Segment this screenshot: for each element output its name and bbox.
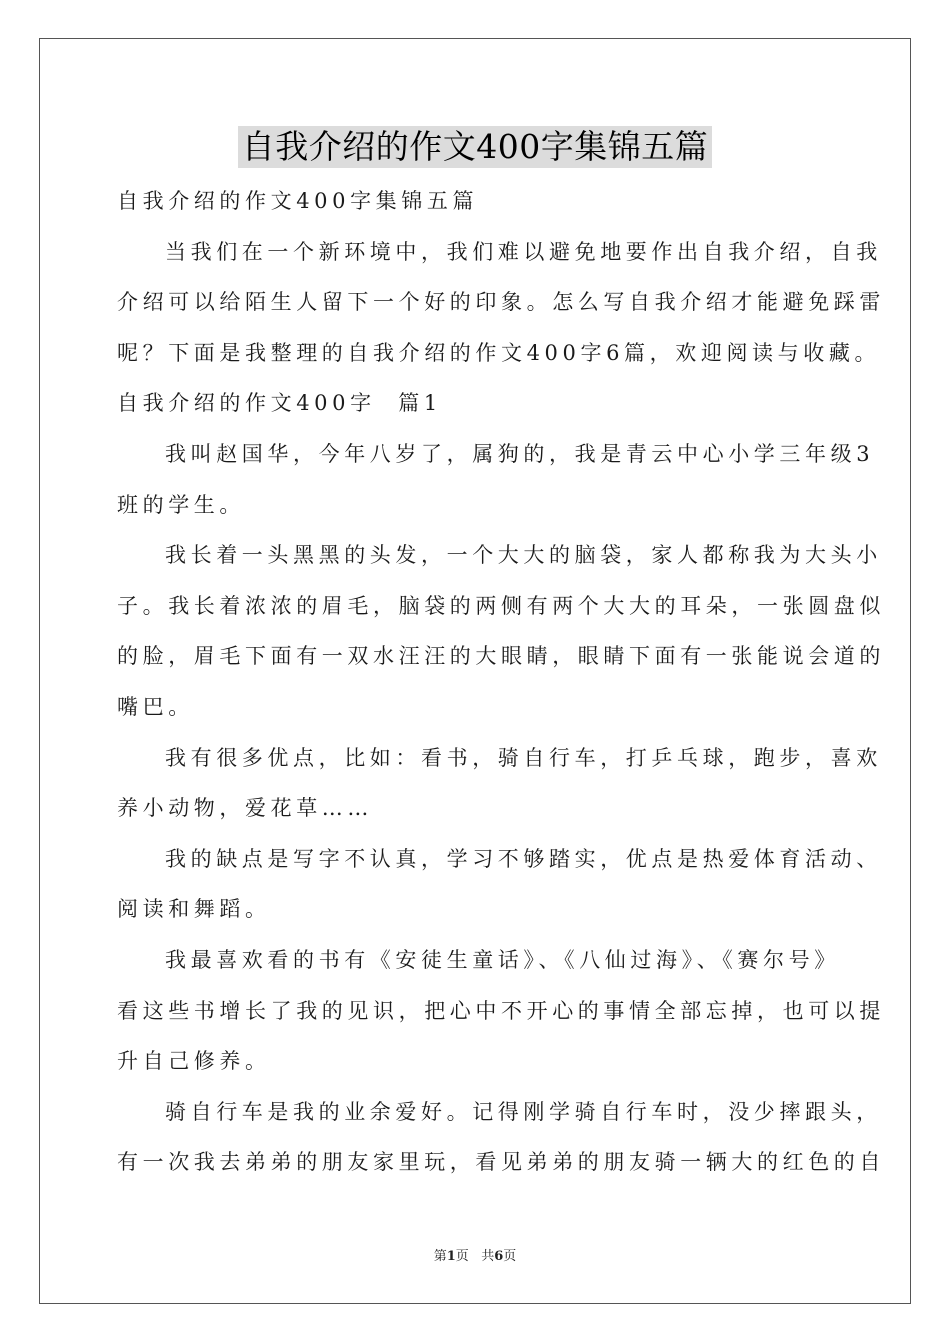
- text-line: 我叫赵国华，今年八岁了，属狗的，我是青云中心小学三年级3: [165, 441, 875, 466]
- text-line: 骑自行车是我的业余爱好。记得刚学骑自行车时，没少摔跟头，: [165, 1099, 882, 1124]
- text-line: 看这些书增长了我的见识，把心中不开心的事情全部忘掉，也可以提: [117, 998, 885, 1023]
- text-line: 养小动物，爱花草……: [117, 796, 373, 821]
- text-line: 介绍可以给陌生人留下一个好的印象。怎么写自我介绍才能避免踩雷: [117, 290, 885, 315]
- text-line: 我最喜欢看的书有《安徒生童话》、《八仙过海》、《赛尔号》: [165, 947, 840, 972]
- text-line: 呢？下面是我整理的自我介绍的作文400字6篇，欢迎阅读与收藏。: [117, 340, 881, 365]
- total-suffix: 页: [503, 1249, 517, 1264]
- text-line: 自我介绍的作文400字 篇1: [117, 391, 442, 416]
- text-line: 嘴巴。: [117, 694, 194, 719]
- text-line: 班的学生。: [117, 492, 245, 517]
- text-line: 升自己修养。: [117, 1049, 271, 1074]
- text-line: 的脸，眉毛下面有一双水汪汪的大眼睛，眼睛下面有一张能说会道的: [117, 644, 885, 669]
- total-prefix: 共: [481, 1249, 495, 1264]
- page-current: 1: [446, 1249, 456, 1264]
- document-title: 自我介绍的作文400字集锦五篇: [238, 126, 713, 168]
- text-line: 当我们在一个新环境中，我们难以避免地要作出自我介绍，自我: [165, 239, 882, 264]
- page-suffix: 页: [455, 1249, 469, 1264]
- text-line: 有一次我去弟弟的朋友家里玩，看见弟弟的朋友骑一辆大的红色的自: [117, 1150, 885, 1175]
- text-line: 我有很多优点，比如：看书，骑自行车，打乒乓球，跑步，喜欢: [165, 745, 882, 770]
- text-line: 我的缺点是写字不认真，学习不够踏实，优点是热爱体育活动、: [165, 846, 882, 871]
- text-line: 子。我长着浓浓的眉毛，脑袋的两侧有两个大大的耳朵，一张圆盘似: [117, 593, 885, 618]
- text-line: 自我介绍的作文400字集锦五篇: [117, 189, 479, 213]
- page-footer: [0, 1248, 950, 1266]
- document-body: [117, 176, 885, 1188]
- text-line: 我长着一头黑黑的头发，一个大大的脑袋，家人都称我为大头小: [165, 543, 882, 568]
- title-container: [0, 126, 950, 168]
- page-prefix: 第: [433, 1249, 447, 1264]
- page-total: 6: [494, 1249, 504, 1264]
- text-line: 阅读和舞蹈。: [117, 897, 271, 922]
